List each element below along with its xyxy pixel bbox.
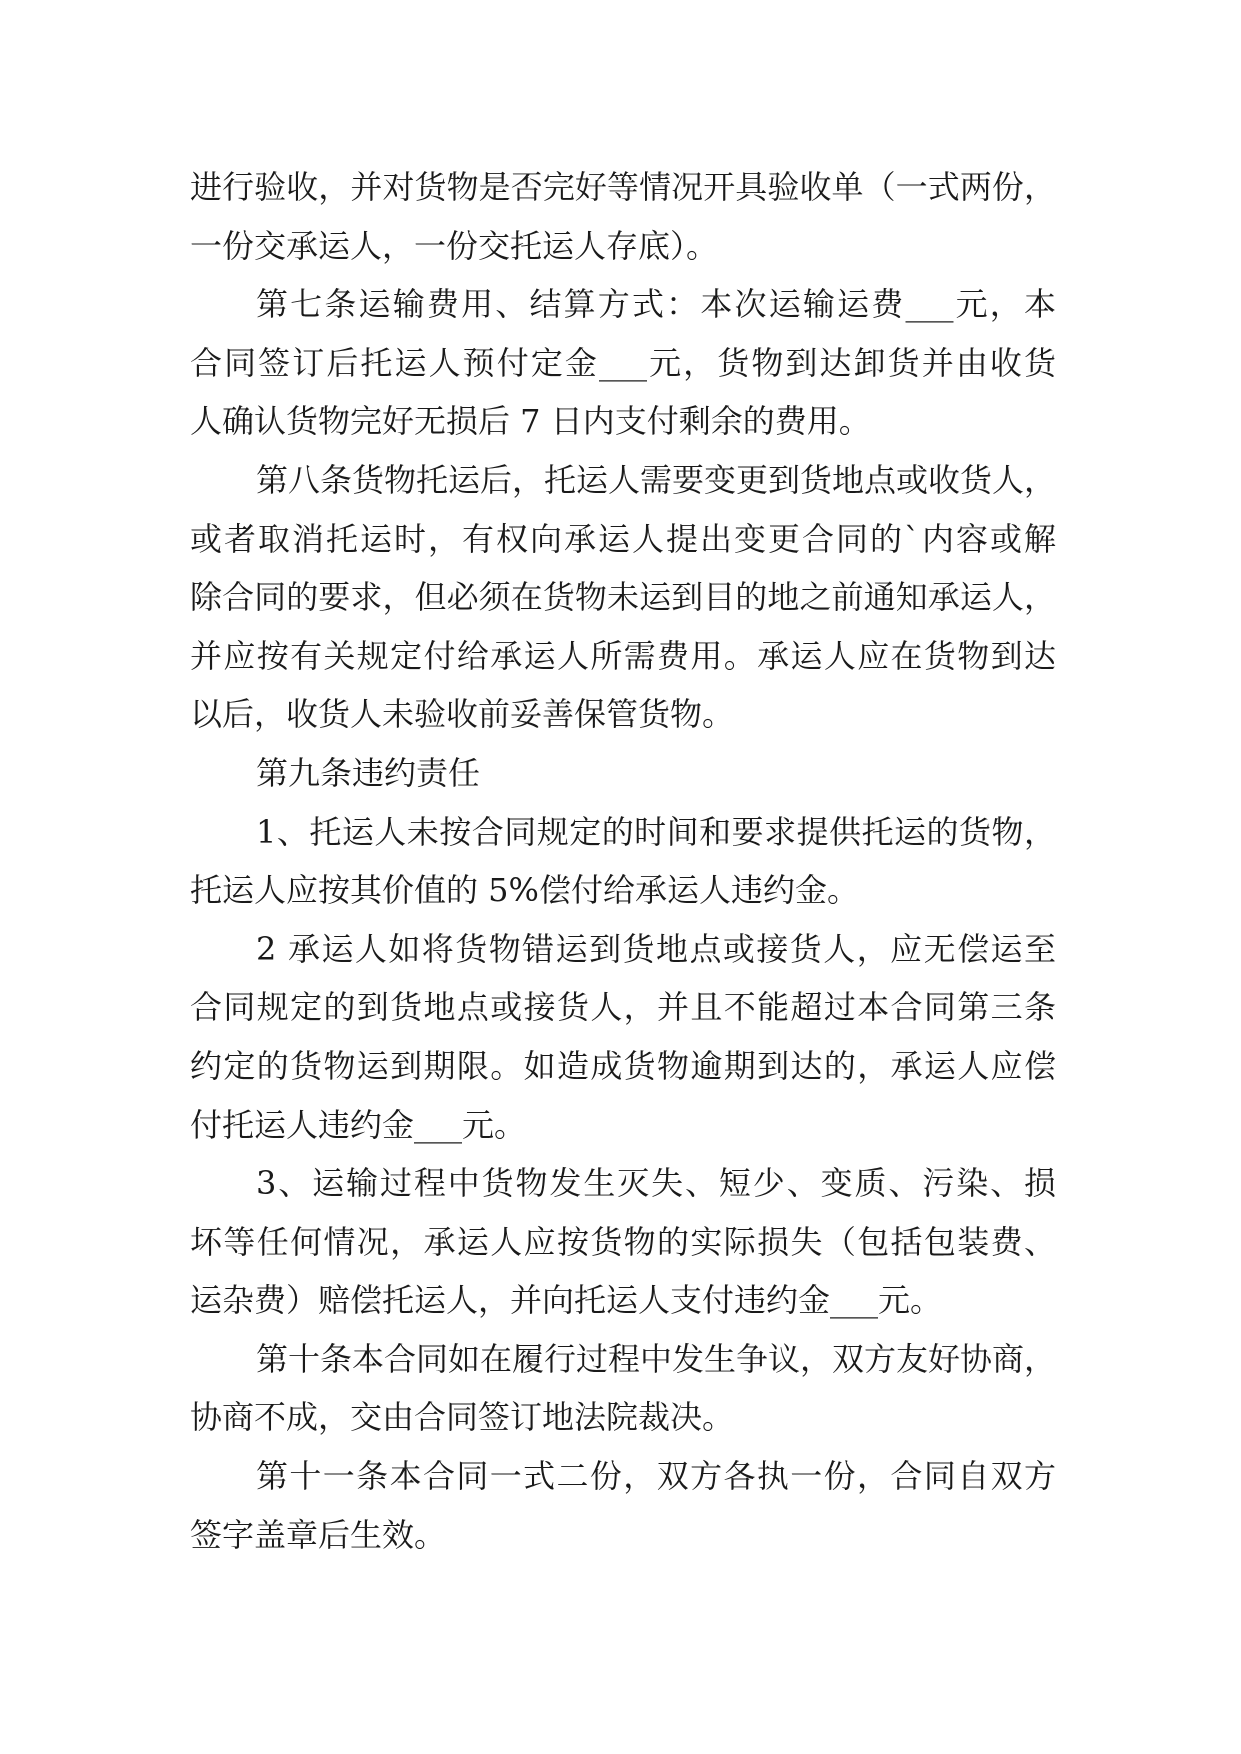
text-line: 人确认货物完好无损后 7 日内支付剩余的费用。	[190, 402, 871, 441]
text-line: 第十一条本合同一式二份，双方各执一份，合同自双方	[256, 1457, 1056, 1496]
text-line: 合同签订后托运人预付定金___元，货物到达卸货并由收货	[190, 343, 1056, 382]
text-line: 第十条本合同如在履行过程中发生争议，双方友好协商，	[256, 1339, 1057, 1378]
text-line: 合同规定的到货地点或接货人，并且不能超过本合同第三条	[190, 988, 1056, 1027]
text-line: 签字盖章后生效。	[190, 1515, 447, 1554]
text-line: 协商不成，交由合同签订地法院裁决。	[190, 1398, 735, 1437]
text-line: 一份交承运人，一份交托运人存底）。	[190, 226, 719, 265]
text-line: 第九条违约责任	[256, 753, 481, 792]
text-line: 或者取消托运时，有权向承运人提出变更合同的`内容或解	[190, 519, 1056, 558]
text-line: 3、运输过程中货物发生灭失、短少、变质、污染、损	[256, 1164, 1056, 1203]
text-line: 除合同的要求，但必须在货物未运到目的地之前通知承运人，	[190, 578, 1056, 617]
text-line: 1、托运人未按合同规定的时间和要求提供托运的货物，	[256, 812, 1056, 851]
text-line: 约定的货物运到期限。如造成货物逾期到达的，承运人应偿	[190, 1046, 1056, 1085]
text-line: 2 承运人如将货物错运到货地点或接货人，应无偿运至	[256, 929, 1056, 968]
text-line: 以后，收货人未验收前妥善保管货物。	[190, 695, 735, 734]
text-line: 托运人应按其价值的 5%偿付给承运人违约金。	[190, 871, 859, 910]
text-line: 进行验收，并对货物是否完好等情况开具验收单（一式两份，	[190, 168, 1056, 206]
text-line: 付托运人违约金___元。	[190, 1105, 527, 1144]
text-line: 第七条运输费用、结算方式：本次运输运费___元，本	[256, 285, 1056, 324]
text-line: 坏等任何情况，承运人应按货物的实际损失（包括包装费、	[190, 1222, 1056, 1261]
text-line: 第八条货物托运后，托运人需要变更到货地点或收货人，	[256, 460, 1057, 499]
text-line: 并应按有关规定付给承运人所需费用。承运人应在货物到达	[190, 636, 1056, 675]
contract-text	[190, 158, 1056, 1564]
text-line: 运杂费）赔偿托运人，并向托运人支付违约金___元。	[190, 1281, 943, 1320]
